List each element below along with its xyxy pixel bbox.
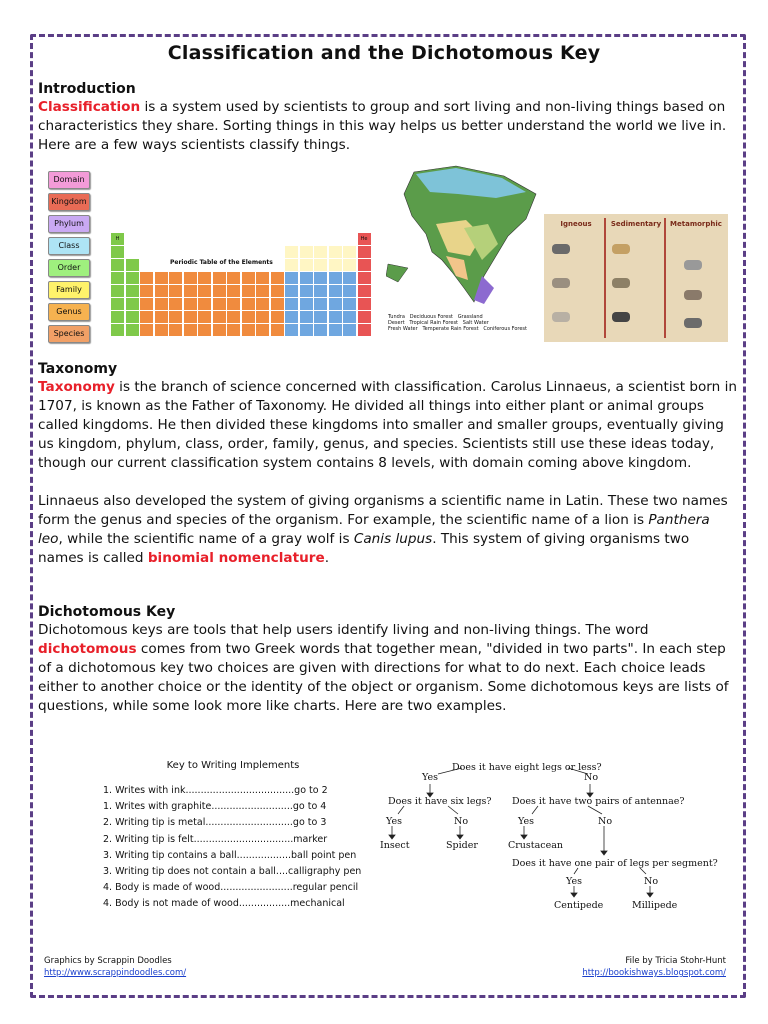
element-cell [342, 271, 357, 285]
element-cell [255, 310, 270, 324]
element-cell [110, 258, 125, 272]
dichotomous-text-a: Dichotomous keys are tools that help users identify living and non-living things. The word [38, 622, 649, 638]
footer-credit-file: File by Tricia Stohr-Hunt [625, 956, 726, 966]
element-cell [154, 297, 169, 311]
wolf-name: Canis lupus [353, 531, 433, 547]
element-cell [255, 323, 270, 337]
chart-centipede: Centipede [554, 900, 604, 911]
binomial-text-b: , while the scientific name of a gray wolf is [58, 531, 354, 547]
legend-temperate: Temperate Rain Forest [422, 326, 479, 332]
taxonomy-heading: Taxonomy [38, 361, 118, 377]
footer-right [582, 955, 726, 979]
element-cell [328, 284, 343, 298]
element-cell [270, 323, 285, 337]
intro-heading: Introduction [38, 81, 136, 97]
element-cell [226, 271, 241, 285]
element-cell [125, 284, 140, 298]
element-cell [299, 258, 314, 272]
binomial-paragraph [38, 492, 738, 568]
element-cell [183, 323, 198, 337]
term-binomial-nomenclature: binomial nomenclature [147, 550, 325, 566]
key-row: 2. Writing tip is felt.................................marker [103, 833, 328, 845]
element-cell [313, 323, 328, 337]
chart-no: No [644, 876, 659, 887]
chart-insect: Insect [380, 840, 410, 851]
rock-header-metamorphic: Metamorphic [670, 220, 722, 228]
rock-header-sedimentary: Sedimentary [610, 220, 662, 228]
element-cell [299, 271, 314, 285]
element-cell [313, 271, 328, 285]
periodic-table-image [110, 232, 378, 340]
element-cell [284, 297, 299, 311]
element-cell [139, 271, 154, 285]
element-cell [284, 310, 299, 324]
element-cell [299, 323, 314, 337]
element-cell [110, 245, 125, 259]
ladder-species: Species [48, 325, 90, 343]
element-cell [226, 323, 241, 337]
lion-name: Panthera leo [38, 512, 710, 547]
taxonomy-section [38, 360, 738, 568]
element-cell [313, 297, 328, 311]
element-cell [357, 323, 372, 337]
element-cell [342, 310, 357, 324]
taxonomy-ladder [48, 171, 90, 347]
element-cell [110, 323, 125, 337]
element-cell [226, 310, 241, 324]
element-cell [154, 284, 169, 298]
element-cell [139, 297, 154, 311]
element-cell [241, 310, 256, 324]
element-cell [212, 271, 227, 285]
element-cell [284, 245, 299, 259]
binomial-text-a: Linnaeus also developed the system of giving organisms a scientific name in Latin. These two names form the genus and species of the organism. For example, the scientific name of a lion is [38, 493, 728, 528]
legend-tundra: Tundra [388, 314, 405, 320]
element-cell [284, 323, 299, 337]
rock-sample [552, 278, 570, 288]
rock-header-igneous: Igneous [560, 220, 592, 228]
element-cell [212, 284, 227, 298]
element-cell [197, 323, 212, 337]
element-cell [125, 310, 140, 324]
binomial-text-d: . [324, 550, 330, 566]
dichotomous-heading: Dichotomous Key [38, 604, 176, 620]
element-cell [139, 310, 154, 324]
element-cell [342, 297, 357, 311]
element-cell [125, 323, 140, 337]
chart-crustacean: Crustacean [508, 840, 564, 851]
element-cell [342, 245, 357, 259]
element-cell [342, 258, 357, 272]
key-row: 1. Writes with ink....................................go to 2 [103, 785, 328, 796]
element-cell [299, 284, 314, 298]
chart-no: No [454, 816, 469, 827]
legend-coniferous: Coniferous Forest [483, 326, 527, 332]
element-cell [110, 297, 125, 311]
intro-text: is a system used by scientists to group and sort living and non-living things based on characteristics they share. Sorting things in this way helps us better understand the world we live in. Here are a few ways scientists classify things. [38, 99, 727, 153]
chart-yes: Yes [386, 816, 402, 827]
element-cell [299, 297, 314, 311]
term-classification: Classification [38, 99, 141, 115]
element-cell [168, 323, 183, 337]
chart-yes: Yes [518, 816, 534, 827]
term-taxonomy: Taxonomy [38, 379, 115, 395]
element-cell [125, 258, 140, 272]
element-cell [168, 284, 183, 298]
rock-sample [684, 290, 702, 300]
element-cell [313, 284, 328, 298]
element-cell [197, 297, 212, 311]
ladder-class: Class [48, 237, 90, 255]
element-cell [270, 297, 285, 311]
footer-link-bookish[interactable]: http://bookishways.blogspot.com/ [582, 968, 726, 978]
chart-yes: Yes [566, 876, 582, 887]
element-cell [183, 284, 198, 298]
element-cell [110, 284, 125, 298]
element-cell [255, 284, 270, 298]
key-row: 3. Writing tip does not contain a ball....calligraphy pen [103, 866, 362, 878]
element-cell [241, 323, 256, 337]
element-cell [168, 271, 183, 285]
chart-q1: Does it have eight legs or less? [452, 762, 602, 773]
ladder-domain: Domain [48, 171, 90, 189]
element-cell [154, 310, 169, 324]
chart-no: No [598, 816, 613, 827]
element-cell [270, 271, 285, 285]
dichotomous-paragraph [38, 621, 738, 716]
element-cell [357, 271, 372, 285]
writing-implements-key [103, 760, 363, 913]
element-cell [299, 245, 314, 259]
map-legend [388, 314, 527, 332]
element-cell [110, 271, 125, 285]
key-row: 1. Writes with graphite...........................go to 4 [103, 801, 327, 813]
binomial-text-c: . This system of giving organisms two names is called [38, 531, 690, 566]
element-cell [168, 297, 183, 311]
rock-sample [552, 312, 570, 322]
element-cell [168, 310, 183, 324]
rock-divider [604, 218, 606, 338]
dichotomous-section [38, 603, 738, 716]
element-cell [284, 271, 299, 285]
element-cell [183, 297, 198, 311]
element-cell [110, 310, 125, 324]
element-cell [139, 284, 154, 298]
map-shape [386, 164, 541, 314]
element-cell [357, 258, 372, 272]
element-cell [313, 258, 328, 272]
element-cell [313, 245, 328, 259]
element-cell [241, 297, 256, 311]
element-cell [342, 284, 357, 298]
footer-left [44, 955, 186, 979]
element-cell [284, 258, 299, 272]
legend-deciduous: Deciduous Forest [409, 314, 453, 320]
element-cell [328, 245, 343, 259]
ladder-kingdom: Kingdom [48, 193, 90, 211]
rock-sample [552, 244, 570, 254]
ladder-phylum: Phylum [48, 215, 90, 233]
legend-desert: Desert [388, 320, 405, 326]
rock-types-image [544, 214, 728, 342]
ladder-order: Order [48, 259, 90, 277]
element-cell [270, 284, 285, 298]
element-cell [328, 271, 343, 285]
chart-no: No [584, 772, 599, 783]
rock-sample [612, 312, 630, 322]
element-cell [328, 258, 343, 272]
element-cell [212, 310, 227, 324]
legend-tropical: Tropical Rain Forest [409, 320, 459, 326]
key-row: 4. Body is not made of wood.................mechanical [103, 898, 345, 910]
legend-fresh-water: Fresh Water [388, 326, 418, 332]
element-cell [328, 310, 343, 324]
chart-q3: Does it have two pairs of antennae? [512, 796, 685, 807]
element-cell [255, 271, 270, 285]
element-cell [212, 297, 227, 311]
element-cell [241, 284, 256, 298]
legend-grassland: Grassland [457, 314, 483, 320]
rock-divider [664, 218, 666, 338]
element-cell [125, 271, 140, 285]
rock-sample [612, 278, 630, 288]
element-cell [284, 284, 299, 298]
element-cell [328, 297, 343, 311]
footer-credit-graphics: Graphics by Scrappin Doodles [44, 956, 172, 966]
taxonomy-text: is the branch of science concerned with classification. Carolus Linnaeus, a scientist born in 1707, is known as the Father of Taxonomy. He divided all things into either plant or animal groups called kingdoms. He then divided these kingdoms into smaller and smaller groups, eventually giving us kingdom, phylum, class, order, family, genus, and species. Scientists still use these ideas today, though our current classification system contains 8 levels, with domain coming above kingdom. [38, 379, 737, 471]
chart-millipede: Millipede [632, 900, 678, 911]
rock-sample [684, 318, 702, 328]
legend-salt-water: Salt Water [462, 320, 489, 326]
element-cell [357, 245, 372, 259]
element-cell [241, 271, 256, 285]
element-cell [125, 297, 140, 311]
periodic-table-title: Periodic Table of the Elements [170, 259, 273, 266]
chart-spider: Spider [446, 840, 478, 851]
element-cell [183, 310, 198, 324]
intro-section [38, 80, 738, 155]
biome-map-image [386, 164, 541, 344]
writing-key-title: Key to Writing Implements [166, 760, 300, 771]
element-cell [226, 284, 241, 298]
element-cell [226, 297, 241, 311]
rock-sample [684, 260, 702, 270]
chart-q2: Does it have six legs? [388, 796, 492, 807]
taxonomy-paragraph [38, 378, 738, 473]
element-cell [270, 310, 285, 324]
element-cell [154, 271, 169, 285]
element-cell: H [110, 232, 125, 246]
intro-paragraph [38, 98, 738, 155]
key-row: 4. Body is made of wood........................regular pencil [103, 882, 359, 894]
dichotomous-chart [378, 760, 718, 920]
element-cell [197, 271, 212, 285]
element-cell [328, 323, 343, 337]
chart-yes: Yes [422, 772, 438, 783]
element-cell [342, 323, 357, 337]
element-cell [299, 310, 314, 324]
element-cell [357, 310, 372, 324]
element-cell [357, 297, 372, 311]
element-cell [197, 284, 212, 298]
element-cell [139, 323, 154, 337]
footer-link-scrappin[interactable]: http://www.scrappindoodles.com/ [44, 968, 187, 978]
key-row: 3. Writing tip contains a ball..................ball point pen [103, 849, 357, 861]
ladder-family: Family [48, 281, 90, 299]
ladder-genus: Genus [48, 303, 90, 321]
chart-q4: Does it have one pair of legs per segment? [512, 858, 718, 869]
element-cell [212, 323, 227, 337]
element-cell: He [357, 232, 372, 246]
rock-sample [612, 244, 630, 254]
dichotomous-text-b: comes from two Greek words that together mean, "divided in two parts". In each step of a dichotomous key two choices are given with directions for what to do next. Each choice leads either to another choice or the identity of the object or organism. Some dichotomous keys are lists of questions, while some look more like charts. Here are two examples. [38, 641, 729, 714]
element-cell [357, 284, 372, 298]
element-cell [183, 271, 198, 285]
key-row: 2. Writing tip is metal.............................go to 3 [103, 817, 327, 829]
page-title: Classification and the Dichotomous Key [167, 42, 601, 64]
element-cell [197, 310, 212, 324]
element-cell [255, 297, 270, 311]
term-dichotomous: dichotomous [38, 641, 137, 657]
element-cell [154, 323, 169, 337]
element-cell [313, 310, 328, 324]
